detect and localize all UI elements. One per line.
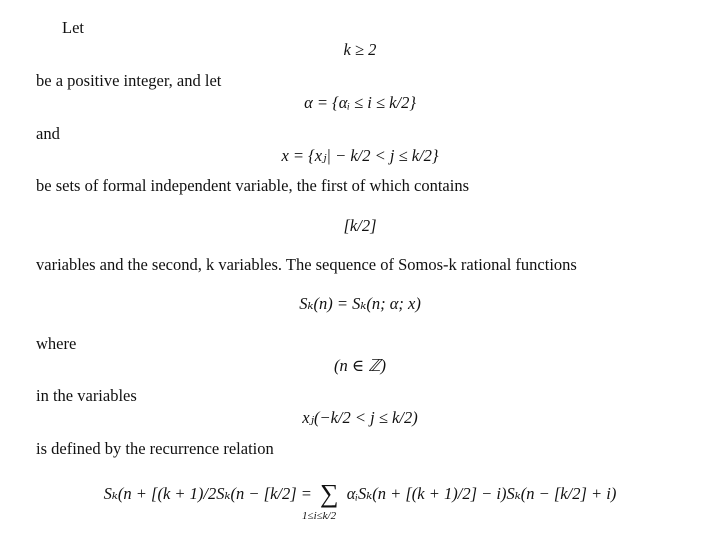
text-where: where <box>36 334 77 353</box>
text-somos-sequence: variables and the second, k variables. The sequence of Somos-k rational functions <box>36 255 577 274</box>
equation-x-set: x = {xⱼ| − k/2 < j ≤ k/2} <box>281 146 439 165</box>
text-let: Let <box>62 18 84 37</box>
recurrence-rhs: αᵢSₖ(n + [(k + 1)/2] − i)Sₖ(n − [k/2] + i) <box>346 484 617 503</box>
equation-floor-k-half: [k/2] <box>343 216 377 235</box>
recurrence-lhs: Sₖ(n + [(k + 1)/2Sₖ(n − [k/2] = <box>103 484 312 503</box>
equation-n-in-z: (n ∈ ℤ) <box>334 356 386 375</box>
equation-somos-function: Sₖ(n) = Sₖ(n; α; x) <box>299 294 421 313</box>
text-positive-integer: be a positive integer, and let <box>36 71 222 90</box>
text-and: and <box>36 124 60 143</box>
equation-k-geq-2: k ≥ 2 <box>343 40 377 59</box>
equation-x-j-range: xⱼ(−k/2 < j ≤ k/2) <box>302 408 418 427</box>
equation-recurrence <box>0 476 720 522</box>
equation-alpha-set: α = {αᵢ ≤ i ≤ k/2} <box>304 93 416 112</box>
text-sets-of-variables: be sets of formal independent variable, the first of which contains <box>36 176 469 195</box>
summation-sign: ∑ <box>320 479 339 508</box>
summation-subscript: 1≤i≤k/2 <box>302 510 337 522</box>
summation <box>302 476 343 522</box>
text-in-the-variables: in the variables <box>36 386 137 405</box>
text-recurrence-intro: is defined by the recurrence relation <box>36 439 274 458</box>
